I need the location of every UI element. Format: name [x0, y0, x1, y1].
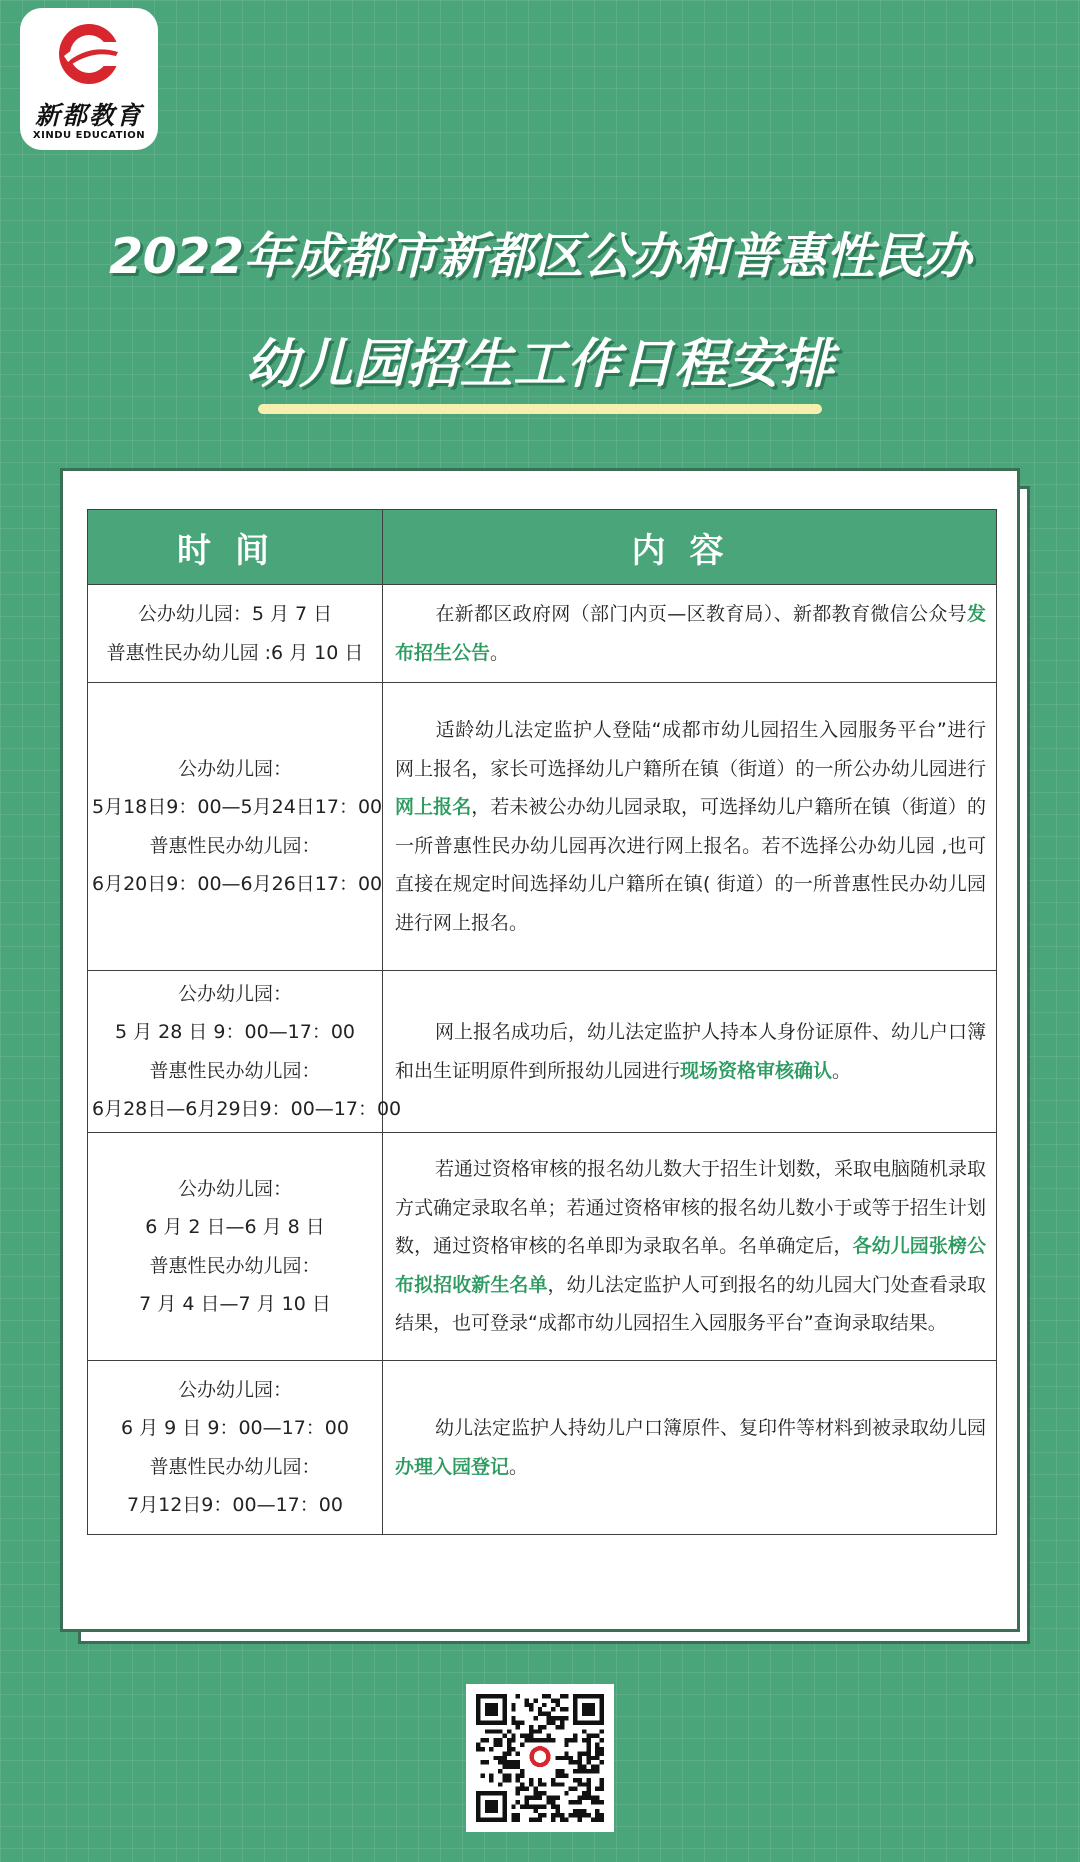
schedule-table: [87, 509, 997, 1535]
content-text: 网上报名成功后，幼儿法定监护人持本人身份证原件、幼儿户口簿和出生证明原件到所报幼儿园进行: [395, 1021, 987, 1082]
time-line: 7月12日9：00—17：00: [127, 1494, 343, 1516]
table-row: [88, 1361, 997, 1535]
content-cell: [383, 683, 997, 971]
time-cell: [88, 971, 402, 1133]
xindu-education-logo: [20, 8, 158, 150]
content-text: 在新都区政府网（部门内页—区教育局）、新都教育微信公众号: [435, 603, 967, 625]
table-row: [88, 585, 997, 683]
content-cell: [383, 1133, 997, 1361]
time-line: 普惠性民办幼儿园：: [149, 1455, 321, 1478]
content-highlight: 办理入园登记: [395, 1455, 510, 1478]
time-line: 普惠性民办幼儿园 :6 月 10 日: [106, 641, 364, 664]
table-row: [88, 683, 997, 971]
content-cell: [383, 971, 997, 1133]
time-line: 公办幼儿园：: [177, 1378, 292, 1401]
time-line: 5月18日9：00—5月24日17：00: [92, 796, 383, 818]
page-title-line-2: 幼儿园招生工作日程安排: [245, 334, 835, 395]
header-time: 时间: [88, 510, 383, 585]
content-text: ，幼儿法定监护人可到报名的幼儿园大门处查看录取结果，也可登录“成都市幼儿园招生入园服务平台”查询录取结果。: [395, 1273, 986, 1335]
time-cell: [88, 1133, 383, 1361]
table-header: [88, 510, 997, 585]
time-cell: [88, 683, 383, 971]
schedule-card: [60, 468, 1020, 1632]
header-content: 内容: [383, 510, 997, 585]
time-line: 普惠性民办幼儿园：: [149, 834, 321, 857]
content-cell: [383, 1361, 997, 1535]
time-cell: [88, 585, 383, 683]
content-text: 。: [509, 1455, 529, 1478]
time-line: 公办幼儿园：5 月 7 日: [137, 603, 333, 625]
content-text: 适龄幼儿法定监护人登陆“成都市幼儿园招生入园服务平台”进行网上报名，家长可选择幼儿户籍所在镇（街道）的一所公办幼儿园进行: [395, 719, 986, 780]
logo-text-cn: 新都教育: [34, 101, 143, 130]
content-text: 若通过资格审核的报名幼儿数大于招生计划数，采取电脑随机录取方式确定录取名单；若通过资格审核的报名幼儿数小于或等于招生计划数，通过资格审核的名单即为录取名单。名单确定后，: [395, 1158, 987, 1258]
logo-text-en: XINDU EDUCATION: [32, 130, 146, 141]
content-text: 幼儿法定监护人持幼儿户口簿原件、复印件等材料到被录取幼儿园: [435, 1417, 987, 1439]
time-line: 6 月 9 日 9：00—17：00: [121, 1417, 349, 1439]
time-line: 普惠性民办幼儿园：: [149, 1059, 321, 1082]
time-line: 6 月 2 日—6 月 8 日: [145, 1216, 325, 1238]
content-highlight: 网上报名: [395, 796, 472, 818]
content-text: 。: [490, 641, 510, 664]
content-cell: [383, 585, 997, 683]
time-line: 7 月 4 日—7 月 10 日: [139, 1293, 331, 1315]
time-line: 6月20日9：00—6月26日17：00: [92, 873, 383, 895]
qr-code-icon: [466, 1684, 614, 1832]
content-text: ，若未被公办幼儿园录取，可选择幼儿户籍所在镇（街道）的一所普惠性民办幼儿园再次进行网上报名。若不选择公办幼儿园 ,也可直接在规定时间选择幼儿户籍所在镇( 街道）的一所普惠性民办幼儿园进行网上报名。: [395, 796, 986, 934]
table-row: [88, 971, 997, 1133]
time-line: 5 月 28 日 9：00—17：00: [114, 1021, 356, 1043]
content-highlight: 现场资格审核确认: [680, 1059, 833, 1082]
time-line: 6月28日—6月29日9：00—17：00: [92, 1098, 402, 1120]
content-highlight: 发布招生公告: [395, 603, 986, 664]
page-title-line-1: 2022年成都市新都区公办和普惠性民办: [109, 228, 971, 285]
time-line: 公办幼儿园：: [177, 982, 292, 1005]
logo-mark-icon: [50, 16, 128, 94]
time-line: 公办幼儿园：: [177, 757, 292, 780]
content-text: 。: [832, 1059, 852, 1082]
time-line: 公办幼儿园：: [177, 1177, 292, 1200]
time-cell: [88, 1361, 383, 1535]
title-underline: [258, 404, 822, 414]
content-highlight: 各幼儿园张榜公布拟招收新生名单: [395, 1235, 986, 1296]
time-line: 普惠性民办幼儿园：: [149, 1254, 321, 1277]
table-row: [88, 1133, 997, 1361]
